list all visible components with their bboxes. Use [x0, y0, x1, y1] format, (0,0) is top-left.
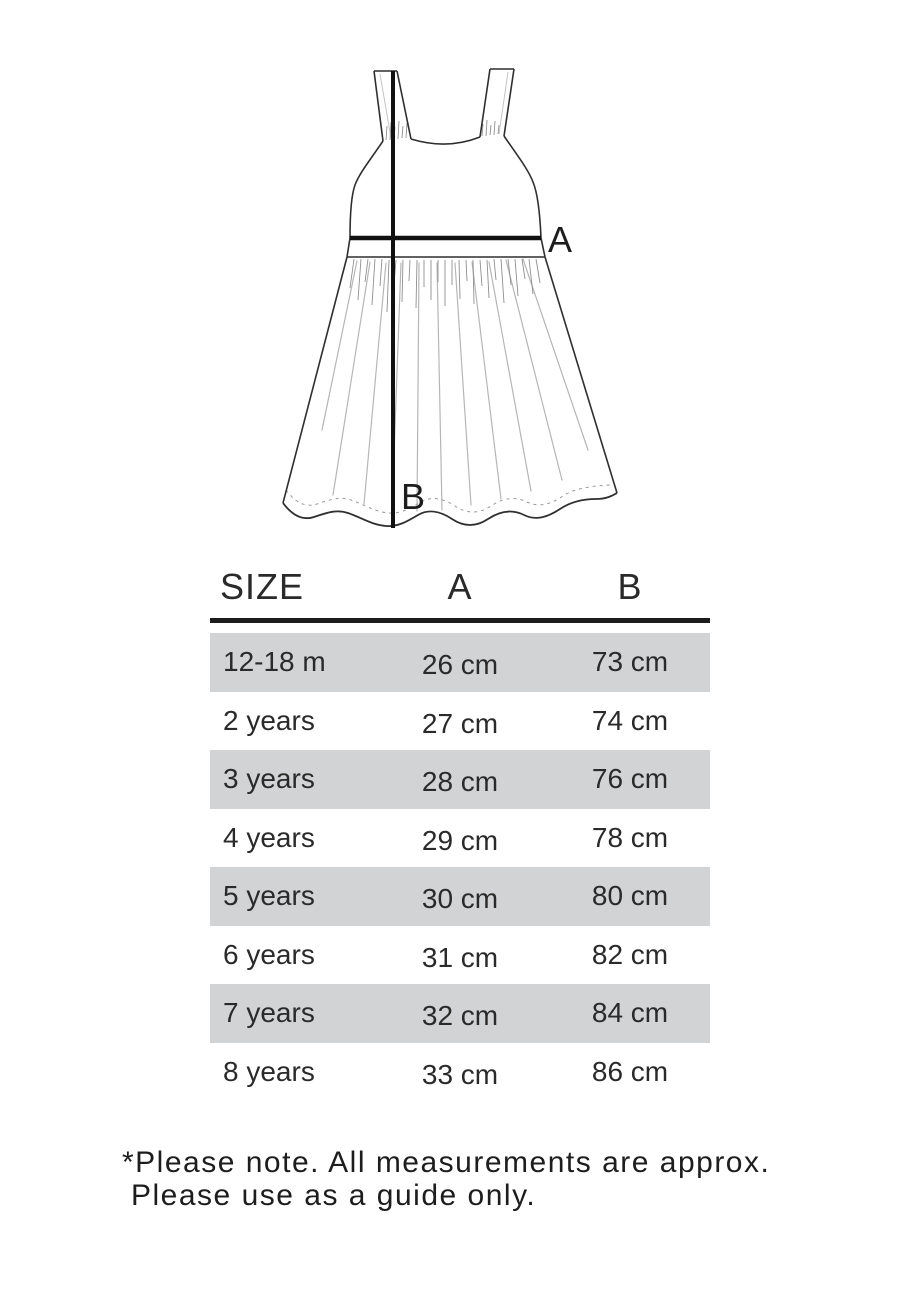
measurement-b-cell: 82 cm [591, 938, 669, 970]
size-cell: 3 years [223, 763, 315, 795]
size-cell: 12-18 m [223, 646, 326, 678]
size-cell: 7 years [223, 997, 315, 1029]
bodice-right-side [504, 136, 541, 238]
size-cell: 8 years [223, 1055, 315, 1087]
measurement-b-cell: 86 cm [591, 1055, 669, 1087]
measurement-b-cell: 76 cm [591, 763, 669, 795]
column-header-b: B [617, 566, 643, 607]
measurement-label-b: B [401, 476, 426, 517]
dress-sketch [0, 0, 908, 560]
dress-outline [283, 69, 617, 526]
size-cell: 4 years [223, 821, 315, 853]
table-row [210, 692, 710, 751]
hem-wave [283, 493, 617, 526]
table-row [210, 750, 710, 809]
table-row [210, 926, 710, 985]
waistband-left [347, 238, 350, 257]
size-table [210, 566, 710, 1101]
measurement-a-cell: 31 cm [421, 941, 499, 973]
neckline [411, 137, 480, 144]
column-header-size: SIZE [220, 566, 305, 607]
size-cell: 2 years [223, 704, 315, 736]
size-table-body [210, 633, 710, 1101]
measurement-b-cell: 84 cm [591, 997, 669, 1029]
table-row [210, 867, 710, 926]
measurement-b-cell: 73 cm [591, 646, 669, 678]
skirt-fold-lines [322, 259, 588, 511]
table-row [210, 1043, 710, 1102]
table-row [210, 984, 710, 1043]
measurement-b-cell: 74 cm [591, 704, 669, 736]
right-strap-outer [504, 69, 514, 136]
measurement-b-cell: 80 cm [591, 880, 669, 912]
right-strap-inner [480, 69, 490, 137]
bodice-left-side [350, 141, 383, 238]
table-row [210, 809, 710, 868]
footnote-line-2: Please use as a guide only. [131, 1179, 537, 1212]
measurement-a-cell: 32 cm [421, 1000, 499, 1032]
measurement-a-cell: 27 cm [421, 707, 499, 739]
size-cell: 5 years [223, 880, 315, 912]
waistband-right [541, 238, 545, 257]
footnote [122, 1146, 770, 1212]
measurement-a-cell: 30 cm [421, 883, 499, 915]
measurement-b-cell: 78 cm [591, 821, 669, 853]
measurement-a-cell: 29 cm [421, 824, 499, 856]
measurement-label-a: A [548, 219, 573, 260]
table-row [210, 633, 710, 692]
column-header-a: A [447, 566, 473, 607]
left-strap-inner [397, 71, 411, 139]
measurement-a-cell: 28 cm [421, 766, 499, 798]
waist-gather-strokes [350, 259, 540, 312]
footnote-line-1: *Please note. All measurements are approx. [122, 1146, 771, 1179]
size-table-header [210, 566, 710, 623]
measurement-a-cell: 33 cm [421, 1058, 499, 1090]
size-cell: 6 years [223, 938, 315, 970]
measurement-a-cell: 26 cm [421, 649, 499, 681]
